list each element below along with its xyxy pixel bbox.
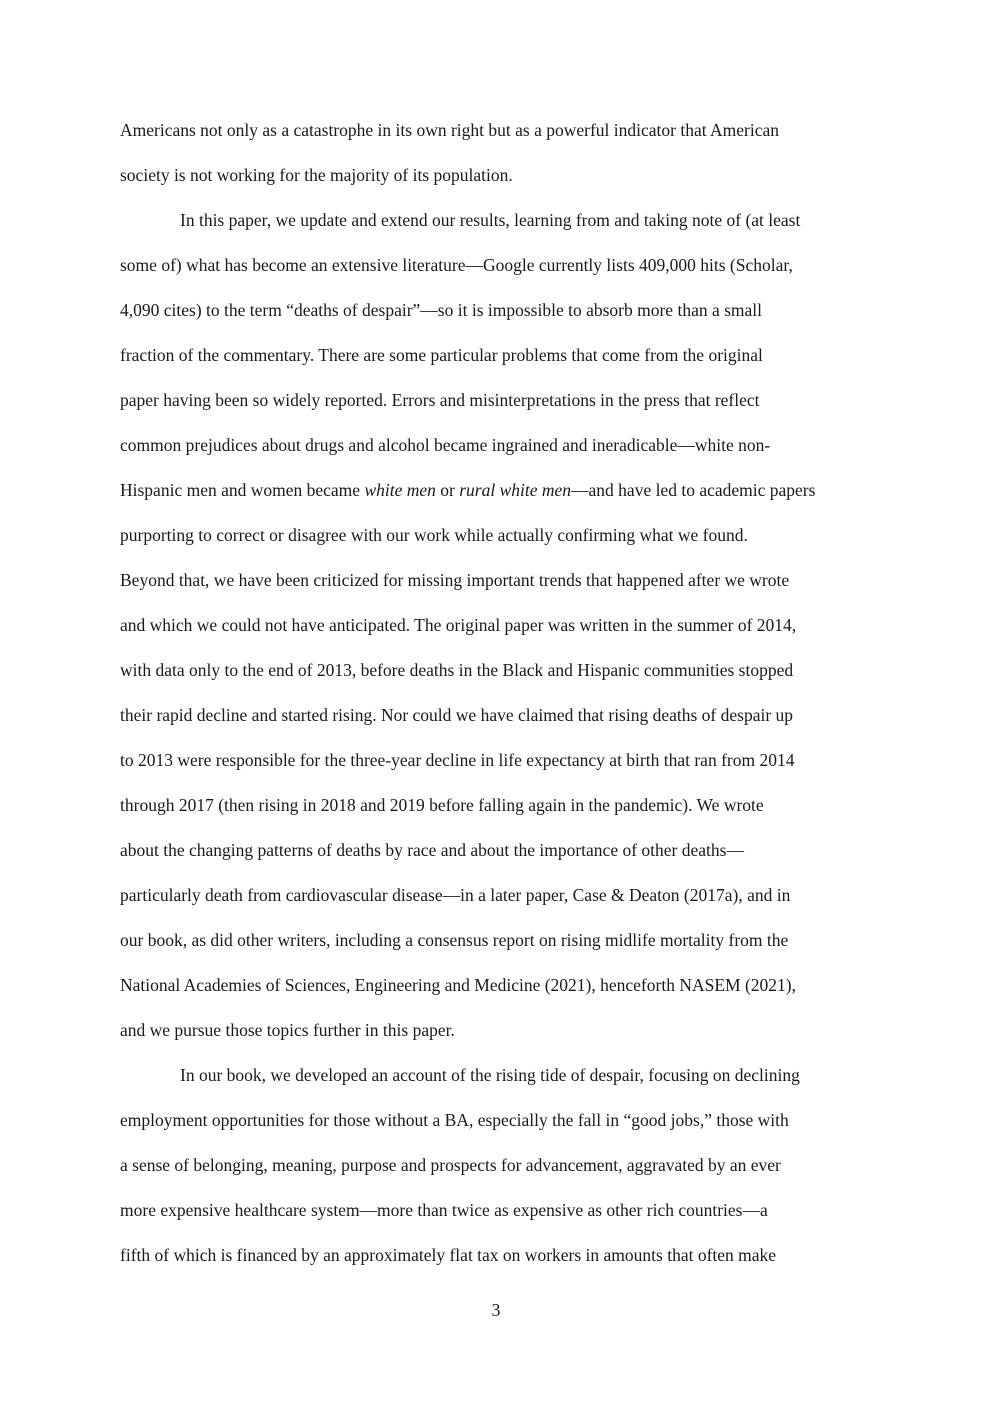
text-line: some of) what has become an extensive literature—Google currently lists 409,000 hits (Scholar, [120, 255, 793, 275]
text-line [120, 468, 872, 513]
text-line: common prejudices about drugs and alcohol became ingrained and ineradicable—white non- [120, 435, 771, 455]
text-line: fraction of the commentary. There are some particular problems that come from the original [120, 345, 763, 365]
page-number: 3 [491, 1300, 501, 1320]
text-line: their rapid decline and started rising. Nor could we have claimed that rising deaths of despair up [120, 705, 794, 725]
text-line: particularly death from cardiovascular disease—in a later paper, Case & Deaton (2017a), and in [120, 885, 791, 905]
text-line: with data only to the end of 2013, before deaths in the Black and Hispanic communities stopped [120, 660, 794, 680]
text-line: through 2017 (then rising in 2018 and 2019 before falling again in the pandemic). We wrote [120, 795, 764, 815]
text-line: more expensive healthcare system—more than twice as expensive as other rich countries—a [120, 1200, 768, 1220]
text-line: In this paper, we update and extend our results, learning from and taking note of (at least [180, 210, 801, 230]
text-line: society is not working for the majority of its population. [120, 165, 513, 185]
text-line: National Academies of Sciences, Engineering and Medicine (2021), henceforth NASEM (2021), [120, 975, 796, 995]
text-line: our book, as did other writers, including a consensus report on rising midlife mortality from the [120, 930, 789, 950]
page-body [120, 108, 872, 1278]
text-line: about the changing patterns of deaths by race and about the importance of other deaths— [120, 840, 744, 860]
text-line: fifth of which is financed by an approximately flat tax on workers in amounts that often make [120, 1245, 777, 1265]
paragraph-1 [120, 108, 872, 198]
italic-term: rural white men [459, 480, 572, 500]
text-line: employment opportunities for those without a BA, especially the fall in “good jobs,” those with [120, 1110, 789, 1130]
text-line: to 2013 were responsible for the three-year decline in life expectancy at birth that ran from 2014 [120, 750, 795, 770]
text-line: paper having been so widely reported. Errors and misinterpretations in the press that reflect [120, 390, 760, 410]
text-line: 4,090 cites) to the term “deaths of despair”—so it is impossible to absorb more than a small [120, 300, 763, 320]
text-line: a sense of belonging, meaning, purpose and prospects for advancement, aggravated by an ever [120, 1155, 781, 1175]
text-line: purporting to correct or disagree with our work while actually confirming what we found. [120, 525, 748, 545]
text-segment: —and have led to academic papers [571, 480, 816, 500]
text-segment: Hispanic men and women became [120, 480, 365, 500]
text-line: Americans not only as a catastrophe in its own right but as a powerful indicator that American [120, 120, 779, 140]
text-line: In our book, we developed an account of the rising tide of despair, focusing on declining [180, 1065, 800, 1085]
text-line: Beyond that, we have been criticized for missing important trends that happened after we wrote [120, 570, 790, 590]
text-line: and we pursue those topics further in this paper. [120, 1020, 455, 1040]
italic-term: white men [364, 480, 436, 500]
text-line: and which we could not have anticipated. The original paper was written in the summer of 2014, [120, 615, 797, 635]
paragraph-2 [120, 198, 872, 1053]
text-segment: or [435, 480, 460, 500]
paragraph-3 [120, 1053, 872, 1278]
